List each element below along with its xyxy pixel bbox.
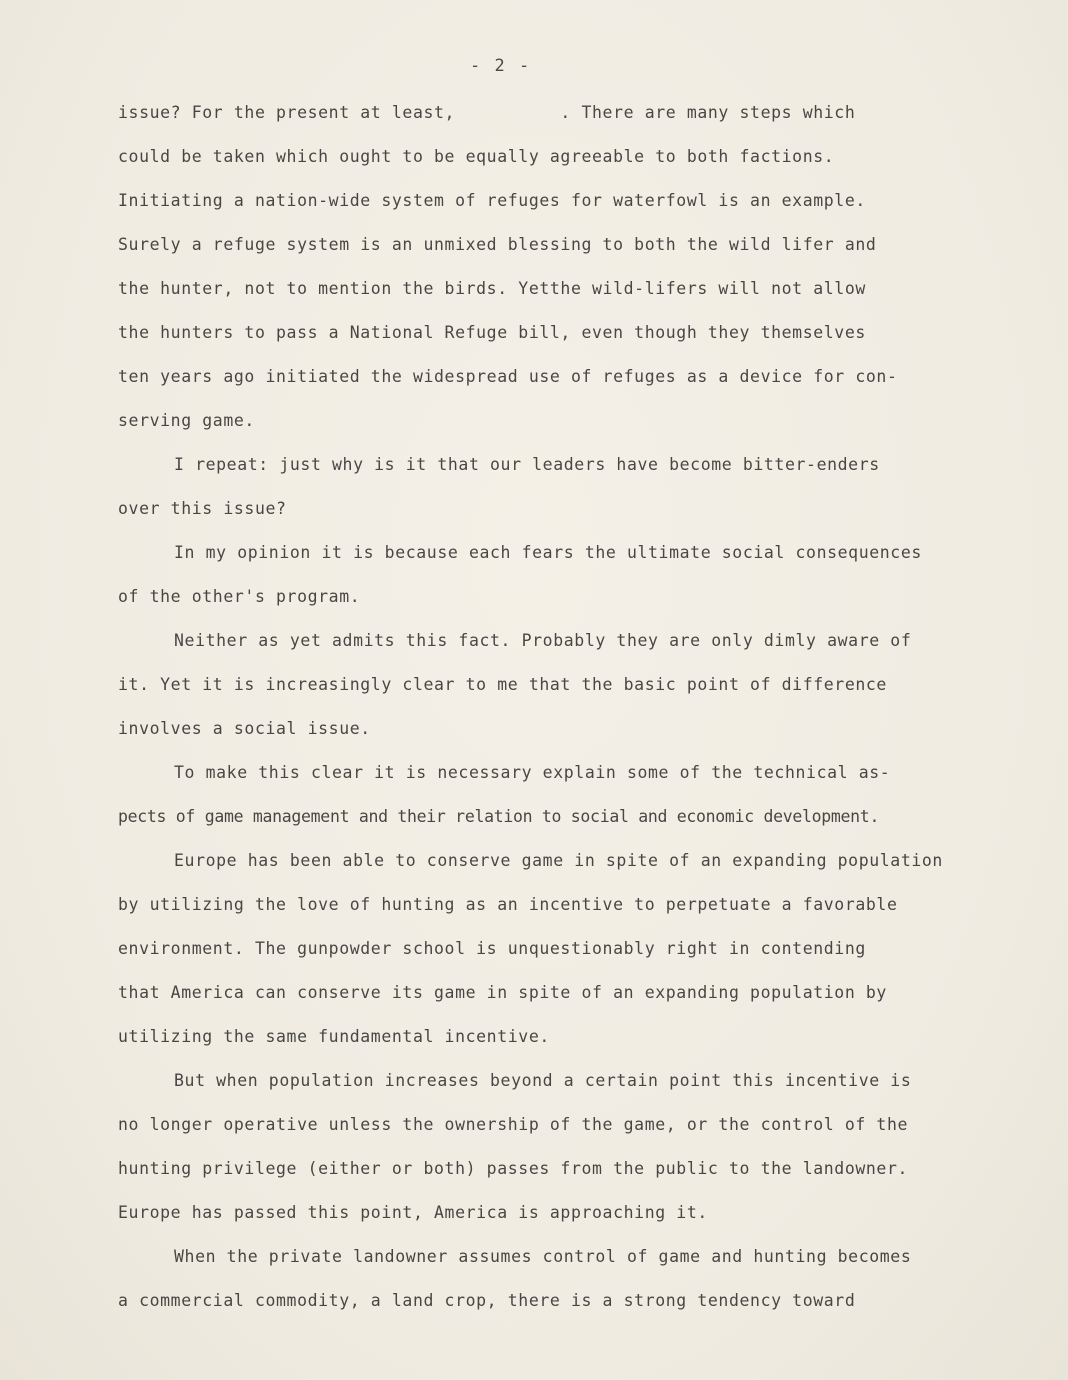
text-line: it. Yet it is increasingly clear to me that the basic point of difference [118,675,887,694]
text-line: the hunter, not to mention the birds. Yetthe wild-lifers will not allow [118,279,866,298]
text-line: by utilizing the love of hunting as an incentive to perpetuate a favorable [118,895,898,914]
text-line: pects of game management and their relation to social and economic development. [118,807,880,826]
text-line: Neither as yet admits this fact. Probably they are only dimly aware of [174,631,912,650]
text-line: Europe has been able to conserve game in spite of an expanding population [174,851,943,870]
text-line: ten years ago initiated the widespread use of refuges as a device for con- [118,367,898,386]
text-line: hunting privilege (either or both) passes from the public to the landowner. [118,1159,909,1178]
text-line: Europe has passed this point, America is approaching it. [118,1203,708,1222]
text-line: But when population increases beyond a certain point this incentive is [174,1071,912,1090]
text-line: environment. The gunpowder school is unquestionably right in contending [118,939,866,958]
text-line: could be taken which ought to be equally agreeable to both factions. [118,147,835,166]
text-line: When the private landowner assumes control of game and hunting becomes [174,1247,912,1266]
text-line: that America can conserve its game in spite of an expanding population by [118,983,887,1002]
text-line: over this issue? [118,499,287,518]
page-number: - 2 - [470,56,532,76]
text-line: serving game. [118,411,255,430]
text-line: utilizing the same fundamental incentive. [118,1027,550,1046]
text-line: involves a social issue. [118,719,371,738]
text-line: In my opinion it is because each fears the ultimate social consequences [174,543,922,562]
text-line: a commercial commodity, a land crop, there is a strong tendency toward [118,1291,856,1310]
text-line: issue? For the present at least, . There are many steps which [118,103,856,122]
text-line: Initiating a nation-wide system of refuges for waterfowl is an example. [118,191,866,210]
text-line: the hunters to pass a National Refuge bill, even though they themselves [118,323,866,342]
text-line: To make this clear it is necessary explain some of the technical as- [174,763,891,782]
text-line: no longer operative unless the ownership of the game, or the control of the [118,1115,909,1134]
text-line: I repeat: just why is it that our leaders have become bitter-enders [174,455,880,474]
text-line: Surely a refuge system is an unmixed blessing to both the wild lifer and [118,235,877,254]
text-line: of the other's program. [118,587,361,606]
